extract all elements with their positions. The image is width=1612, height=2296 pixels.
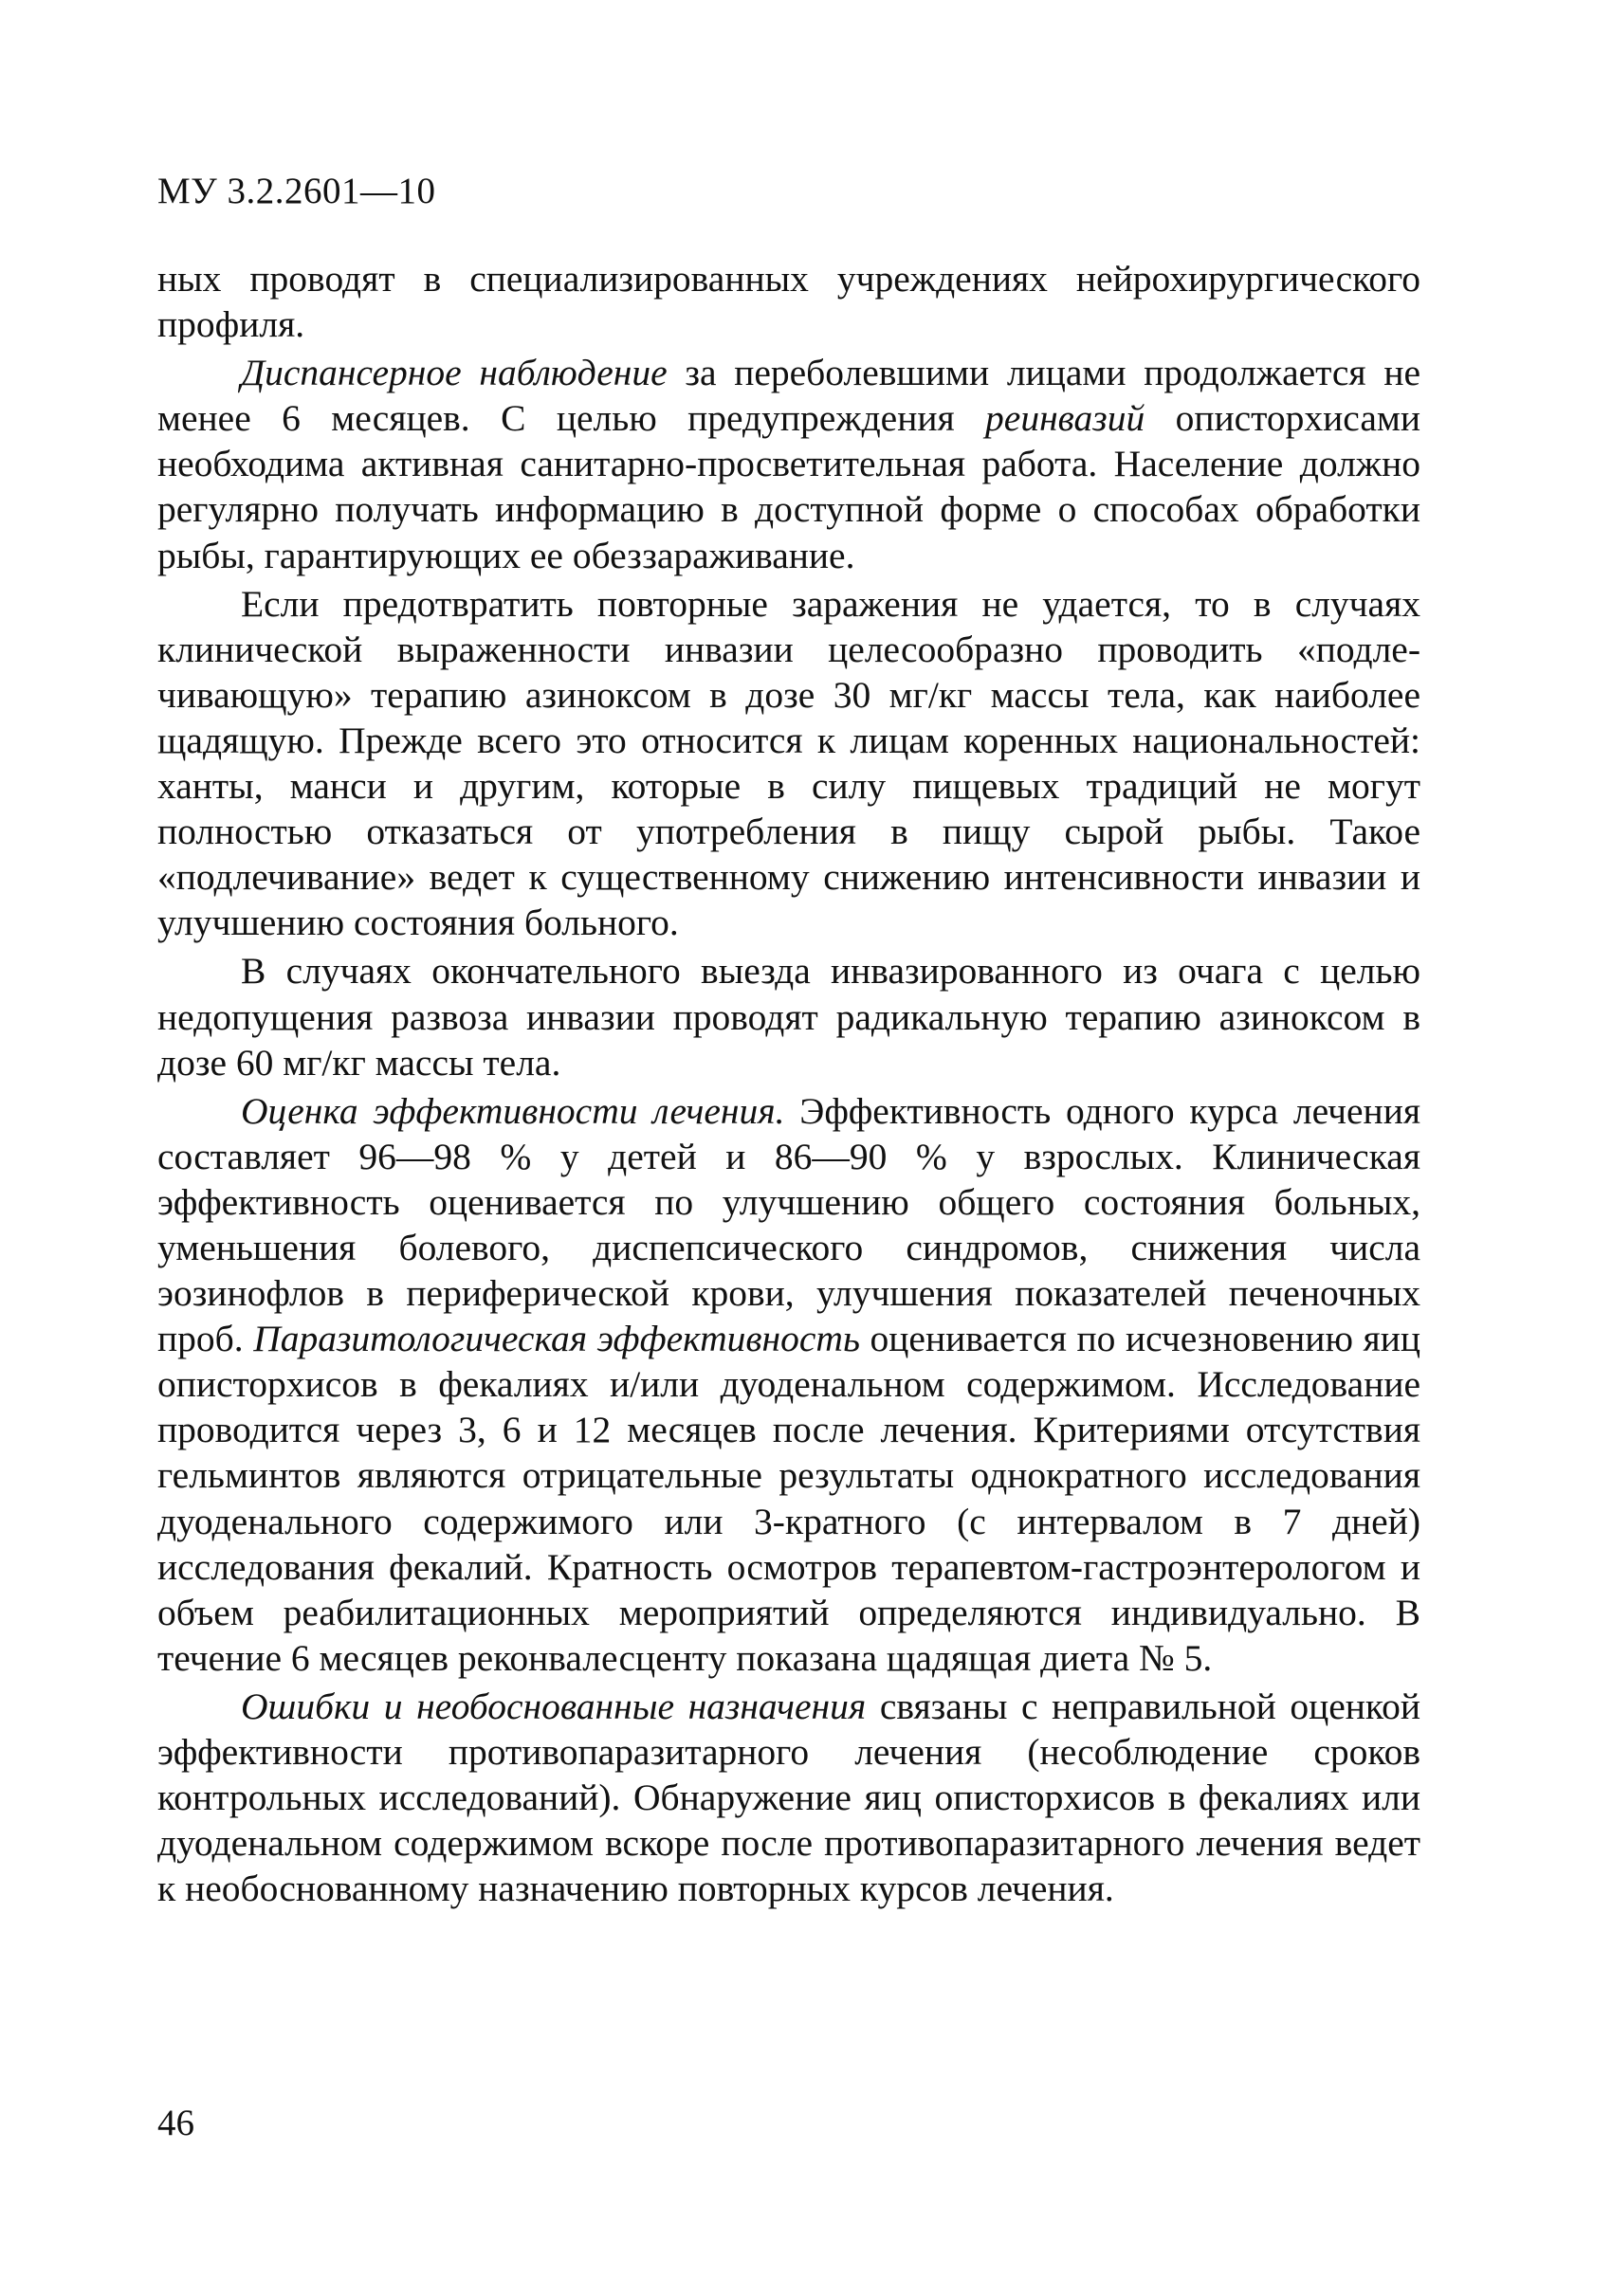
text-run: связаны с неправильной оценкой эффективности противопаразитарного лечения (несоблюдение сроков контрольных исследований). Обнаружение яиц описторхисов в фекалиях или дуоденальном содержимом вскоре после противопаразитарного лечения ведет к необоснованному назначению повторных курсов лечения. xyxy=(157,1685,1420,1910)
paragraph-treatment-efficacy xyxy=(157,1088,1420,1681)
text-run: В случаях окончательного выезда инвазированного из очага с целью недопущения развоза инвазии проводят радикальную терапию азиноксом в дозе 60 мг/кг массы тела. xyxy=(157,950,1420,1084)
paragraph-repeat-infection xyxy=(157,581,1420,946)
paragraph-errors xyxy=(157,1684,1420,1911)
text-run-italic: реинвазий xyxy=(985,397,1145,440)
paragraph-dispensary-observation xyxy=(157,350,1420,577)
text-run-italic: Паразитологическая эффективность xyxy=(253,1318,860,1360)
text-run: ных проводят в специализированных учреждениях нейрохирургического профиля. xyxy=(157,258,1420,346)
paragraph-departure-therapy xyxy=(157,948,1420,1084)
text-run: Эффективность одного курса лечения составляет 96—98 % у детей и 86—90 % у взрослых. Клиническая эффективность оценивается по улучшению общего состояния больных, уменьшения болевого, диспепсического синдромов, снижения числа эозинофлов в периферической крови, улучшения показателей печеночных проб. xyxy=(157,1089,1420,1360)
paragraph-continuation xyxy=(157,256,1420,347)
text-run-italic: Ошибки и необоснованные назначения xyxy=(241,1685,867,1727)
text-run: за переболевшими лицами продолжается не менее 6 месяцев. С целью предупреждения xyxy=(157,352,1420,440)
text-run: оценивается по исчезновению яиц описторхисов в фекалиях и/или дуоденальном содержимом. Исследование проводится через 3, 6 и 12 месяцев после лечения. Критериями отсутствия гельминтов являются отрицательные результаты однократного исследования дуоденального содержимого или 3-кратного (с интервалом в 7 дней) исследования фекалий. Кратность осмотров терапевтом-гастроэнтерологом и объем реабилитационных мероприятий определяются индивидуально. В течение 6 месяцев реконвалесценту показана щадящая диета № 5. xyxy=(157,1318,1420,1679)
text-run: Если предотвратить повторные заражения не удается, то в случаях клинической выраженности инвазии целесообразно проводить «подлечивающую» терапию азиноксом в дозе 30 мг/кг массы тела, как наиболее щадящую. Прежде всего это относится к лицам коренных национальностей: ханты, манси и другим, которые в силу пищевых традиций не могут полностью отказаться от употребления в пищу сырой рыбы. Такое «подлечивание» ведет к существенному снижению интенсивности инвазии и улучшению состояния больного. xyxy=(157,582,1420,944)
text-run: описторхисами необходима активная санитарно-просветительная работа. Население должно регулярно получать информацию в доступной форме о способах обработки рыбы, гарантирующих ее обеззараживание. xyxy=(157,397,1420,576)
text-run-italic: Оценка эффективности лечения. xyxy=(241,1089,785,1132)
page-number: 46 xyxy=(157,2103,194,2143)
body-text xyxy=(157,256,1420,1914)
document-code-header: МУ 3.2.2601—10 xyxy=(157,171,436,211)
text-run-italic: Диспансерное наблюдение xyxy=(241,352,668,394)
